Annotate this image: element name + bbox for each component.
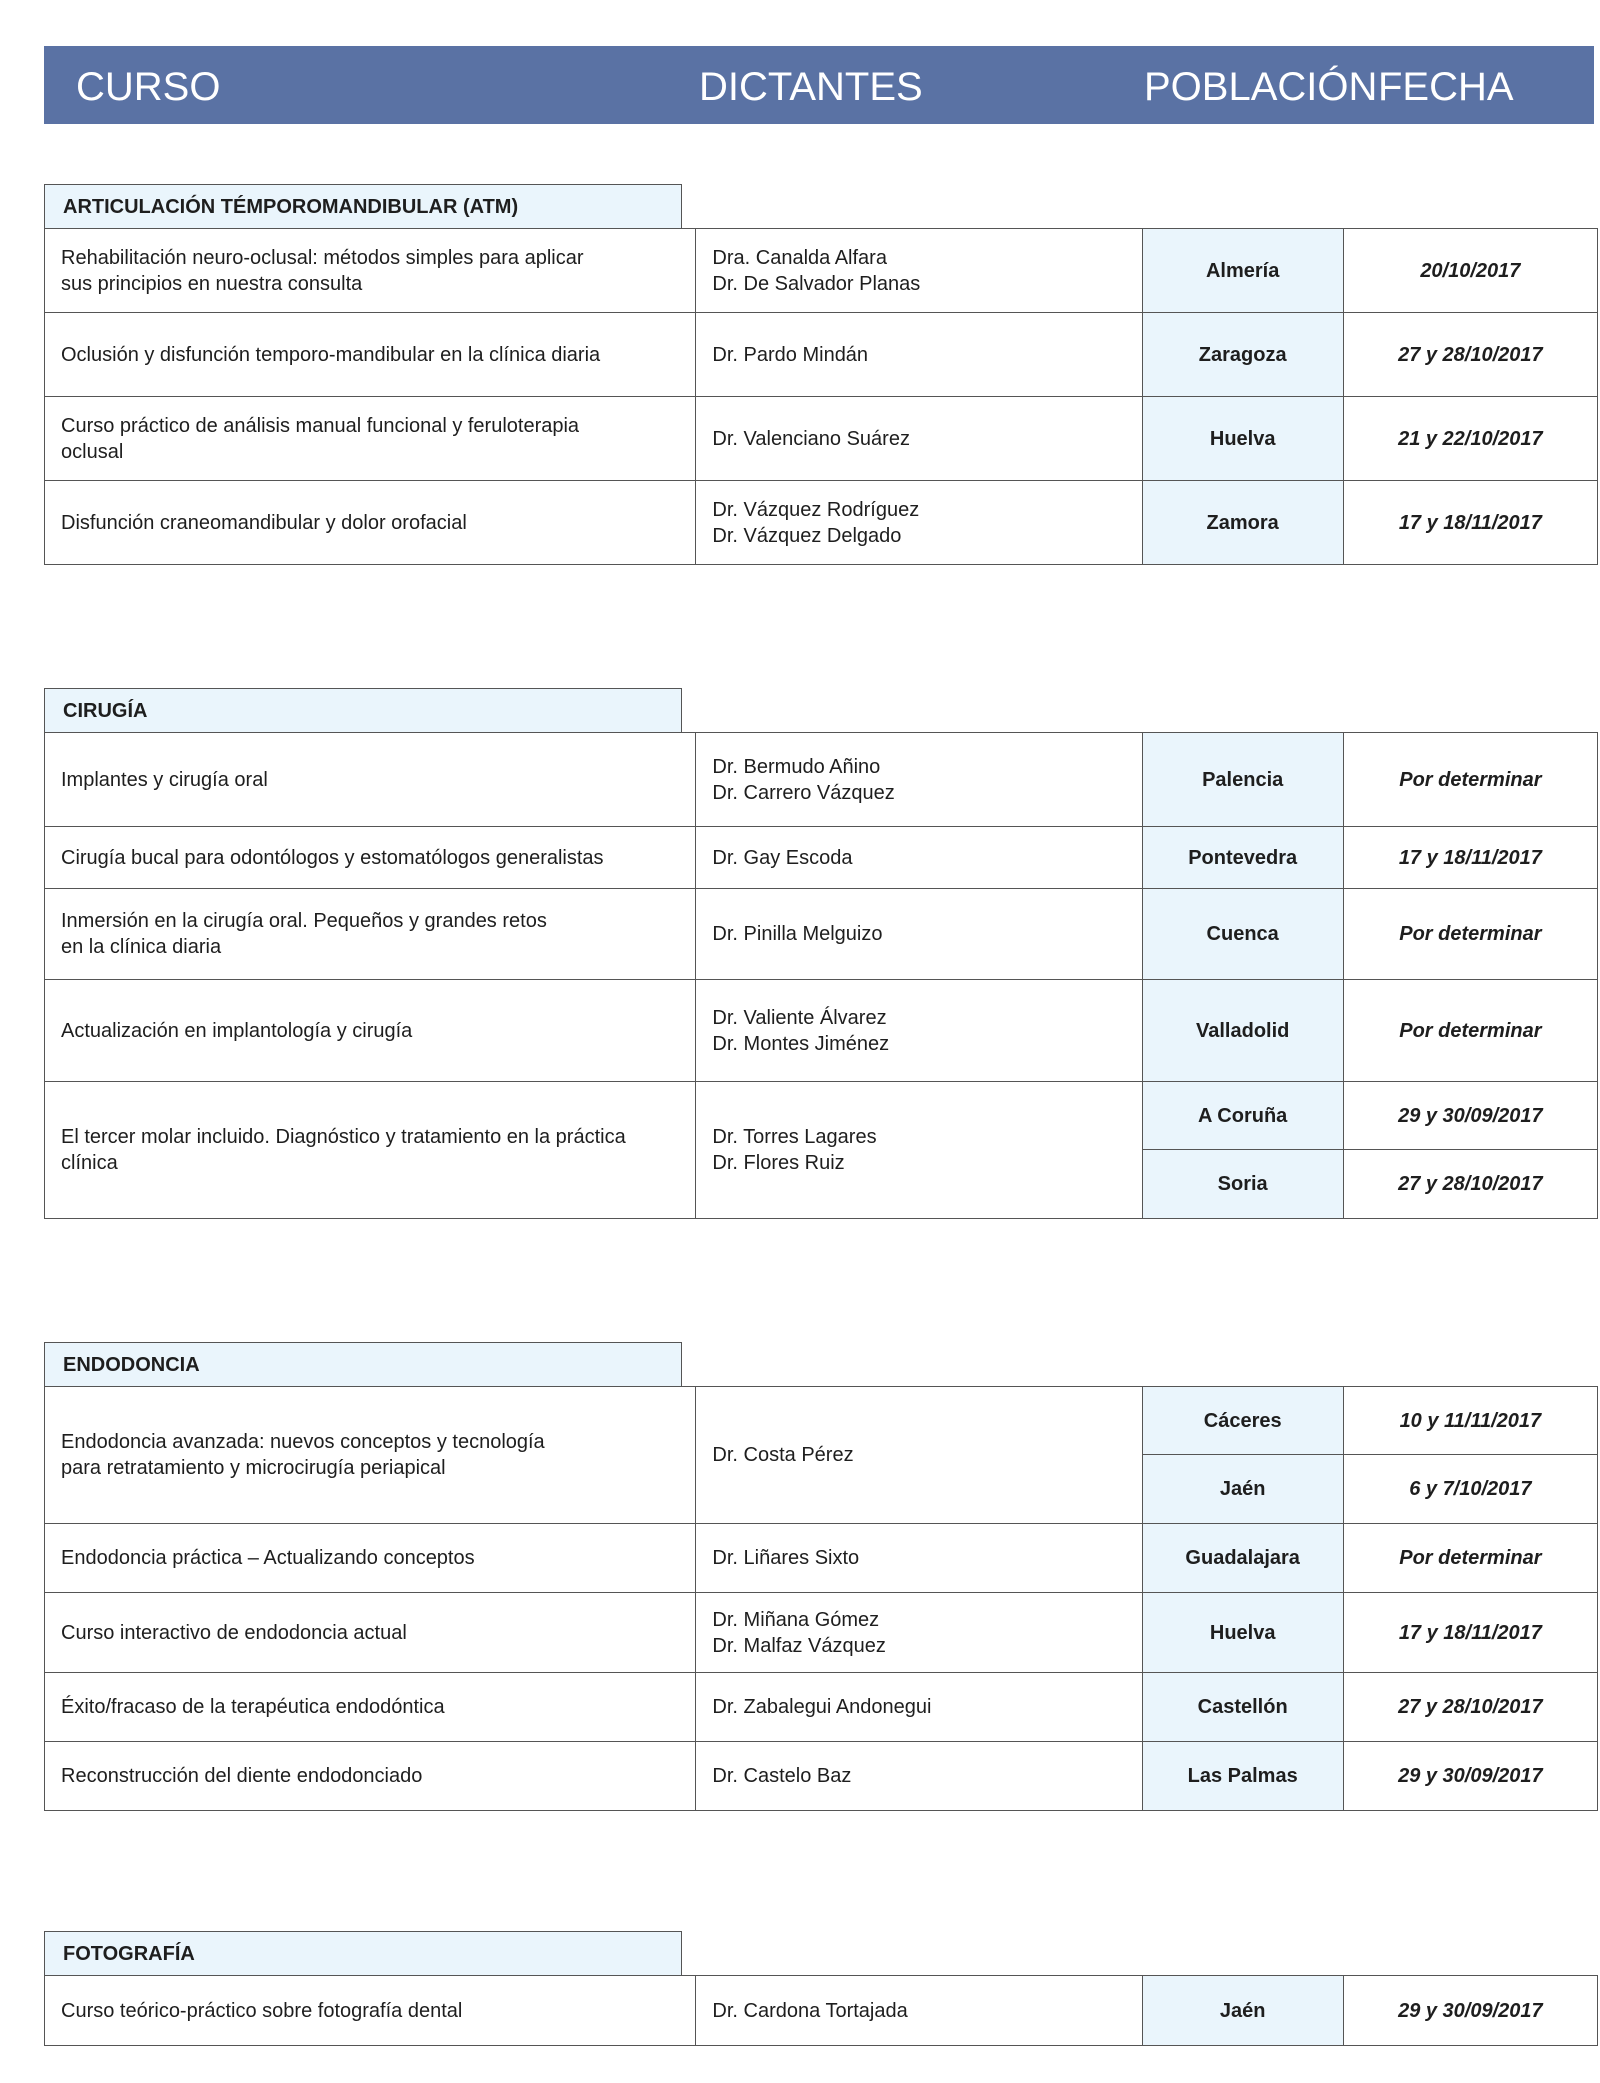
- course-section: [44, 184, 1598, 565]
- instructors-cell: [696, 1593, 1142, 1673]
- date-cell: 29 y 30/09/2017: [1343, 1082, 1597, 1150]
- text-line: Curso práctico de análisis manual funcional y feruloterapia: [61, 414, 580, 437]
- text-line: Dr. Liñares Sixto: [712, 1547, 860, 1569]
- instructors-cell: [696, 1082, 1142, 1219]
- course-name-cell: [45, 1673, 696, 1742]
- text-line: Implantes y cirugía oral: [61, 768, 268, 791]
- course-name-cell: [45, 889, 696, 980]
- text-line: Dr. Gay Escoda: [712, 846, 853, 869]
- instructors-cell: [696, 397, 1142, 481]
- text-line: Rehabilitación neuro-oclusal: métodos simples para aplicar: [61, 246, 584, 269]
- date-cell: Por determinar: [1343, 1524, 1597, 1593]
- table-row: [45, 481, 1598, 565]
- section-title: ARTICULACIÓN TÉMPOROMANDIBULAR (ATM): [44, 184, 682, 228]
- table-row: [45, 229, 1598, 313]
- instructors-cell: [696, 980, 1142, 1082]
- text-line: Dr. Valenciano Suárez: [712, 427, 910, 450]
- text-line: Dr. Miñana Gómez: [712, 1608, 880, 1631]
- course-name-cell: [45, 827, 696, 889]
- date-cell: 27 y 28/10/2017: [1343, 1673, 1597, 1742]
- header-poblacion: POBLACIÓN: [1144, 65, 1378, 109]
- text-line: Dr. Cardona Tortajada: [712, 1999, 908, 2022]
- text-line: Dr. Valiente Álvarez: [712, 1006, 887, 1029]
- location-cell: Guadalajara: [1142, 1524, 1343, 1593]
- course-name-cell: [45, 733, 696, 827]
- location-cell: Zamora: [1142, 481, 1343, 565]
- table-row: [45, 827, 1598, 889]
- location-cell: Huelva: [1142, 397, 1343, 481]
- header-dictantes: DICTANTES: [699, 65, 923, 109]
- location-cell: Valladolid: [1142, 980, 1343, 1082]
- location-cell: Castellón: [1142, 1673, 1343, 1742]
- section-title: FOTOGRAFÍA: [44, 1931, 682, 1975]
- table-row: [45, 1976, 1598, 2046]
- text-line: Dr. Costa Pérez: [712, 1444, 854, 1466]
- date-cell: Por determinar: [1343, 980, 1597, 1082]
- table-row: [45, 1524, 1598, 1593]
- date-cell: Por determinar: [1343, 733, 1597, 827]
- location-cell: Las Palmas: [1142, 1742, 1343, 1811]
- course-name-cell: [45, 397, 696, 481]
- date-cell: 17 y 18/11/2017: [1343, 827, 1597, 889]
- table-row: [45, 397, 1598, 481]
- instructors-cell: [696, 1387, 1142, 1524]
- text-line: Endodoncia avanzada: nuevos conceptos y tecnología: [61, 1431, 545, 1453]
- course-name-cell: [45, 1742, 696, 1811]
- course-name-cell: [45, 229, 696, 313]
- course-section: [44, 688, 1598, 1219]
- course-name-cell: [45, 1524, 696, 1593]
- text-line: en la clínica diaria: [61, 936, 222, 958]
- table-row: [45, 980, 1598, 1082]
- text-line: Dr. Bermudo Añino: [712, 755, 881, 778]
- text-line: Dr. Castelo Baz: [712, 1765, 852, 1787]
- location-cell: Cuenca: [1142, 889, 1343, 980]
- location-cell: Almería: [1142, 229, 1343, 313]
- course-section: [44, 1931, 1598, 2046]
- text-line: clínica: [61, 1152, 118, 1174]
- text-line: oclusal: [61, 440, 124, 463]
- course-name-cell: [45, 481, 696, 565]
- course-table: [44, 1386, 1598, 1811]
- section-title: CIRUGÍA: [44, 688, 682, 732]
- instructors-cell: [696, 1976, 1142, 2046]
- date-cell: 17 y 18/11/2017: [1343, 481, 1597, 565]
- date-cell: 6 y 7/10/2017: [1343, 1455, 1597, 1524]
- text-line: sus principios en nuestra consulta: [61, 272, 363, 295]
- instructors-cell: [696, 481, 1142, 565]
- location-cell: Huelva: [1142, 1593, 1343, 1673]
- table-row: [45, 1082, 1598, 1150]
- table-row: [45, 1742, 1598, 1811]
- text-line: Dr. Zabalegui Andonegui: [712, 1696, 932, 1718]
- table-row: [45, 889, 1598, 980]
- text-line: Dr. Montes Jiménez: [712, 1032, 890, 1055]
- text-line: Dr. Vázquez Delgado: [712, 524, 902, 547]
- location-cell: Pontevedra: [1142, 827, 1343, 889]
- text-line: Cirugía bucal para odontólogos y estomatólogos generalistas: [61, 846, 604, 869]
- header-fecha: FECHA: [1378, 65, 1514, 109]
- text-line: Endodoncia práctica – Actualizando conceptos: [61, 1547, 475, 1569]
- date-cell: 17 y 18/11/2017: [1343, 1593, 1597, 1673]
- text-line: Dra. Canalda Alfara: [712, 246, 887, 269]
- table-row: [45, 1593, 1598, 1673]
- text-line: Éxito/fracaso de la terapéutica endodóntica: [61, 1696, 445, 1718]
- text-line: Dr. Pinilla Melguizo: [712, 923, 883, 945]
- course-name-cell: [45, 1387, 696, 1524]
- date-cell: 29 y 30/09/2017: [1343, 1976, 1597, 2046]
- instructors-cell: [696, 733, 1142, 827]
- date-cell: 27 y 28/10/2017: [1343, 1150, 1597, 1219]
- course-table: [44, 1975, 1598, 2046]
- course-name-cell: [45, 1082, 696, 1219]
- text-line: Actualización en implantología y cirugía: [61, 1019, 413, 1042]
- instructors-cell: [696, 229, 1142, 313]
- course-section: [44, 1342, 1598, 1811]
- text-line: Inmersión en la cirugía oral. Pequeños y grandes retos: [61, 910, 547, 932]
- location-cell: Palencia: [1142, 733, 1343, 827]
- course-name-cell: [45, 980, 696, 1082]
- date-cell: 21 y 22/10/2017: [1343, 397, 1597, 481]
- text-line: Dr. De Salvador Planas: [712, 272, 921, 295]
- text-line: Oclusión y disfunción temporo-mandibular en la clínica diaria: [61, 343, 601, 366]
- date-cell: 20/10/2017: [1343, 229, 1597, 313]
- location-cell: A Coruña: [1142, 1082, 1343, 1150]
- instructors-cell: [696, 1742, 1142, 1811]
- text-line: El tercer molar incluido. Diagnóstico y tratamiento en la práctica: [61, 1126, 626, 1148]
- location-cell: Jaén: [1142, 1455, 1343, 1524]
- table-row: [45, 313, 1598, 397]
- course-name-cell: [45, 1593, 696, 1673]
- date-cell: 29 y 30/09/2017: [1343, 1742, 1597, 1811]
- instructors-cell: [696, 827, 1142, 889]
- table-row: [45, 1387, 1598, 1455]
- text-line: Dr. Flores Ruiz: [712, 1152, 845, 1174]
- header-curso: CURSO: [76, 65, 221, 109]
- text-line: Curso interactivo de endodoncia actual: [61, 1621, 407, 1644]
- text-line: Dr. Torres Lagares: [712, 1126, 877, 1148]
- course-table: [44, 732, 1598, 1219]
- instructors-cell: [696, 313, 1142, 397]
- table-header-banner: [44, 46, 1594, 124]
- section-title: ENDODONCIA: [44, 1342, 682, 1386]
- date-cell: 27 y 28/10/2017: [1343, 313, 1597, 397]
- text-line: Reconstrucción del diente endodonciado: [61, 1765, 423, 1787]
- text-line: Dr. Carrero Vázquez: [712, 781, 895, 804]
- course-name-cell: [45, 313, 696, 397]
- location-cell: Zaragoza: [1142, 313, 1343, 397]
- date-cell: 10 y 11/11/2017: [1343, 1387, 1597, 1455]
- text-line: Disfunción craneomandibular y dolor orofacial: [61, 511, 467, 534]
- location-cell: Soria: [1142, 1150, 1343, 1219]
- location-cell: Cáceres: [1142, 1387, 1343, 1455]
- text-line: Dr. Malfaz Vázquez: [712, 1634, 886, 1657]
- instructors-cell: [696, 889, 1142, 980]
- text-line: Curso teórico-práctico sobre fotografía dental: [61, 1999, 463, 2022]
- text-line: Dr. Pardo Mindán: [712, 343, 869, 366]
- location-cell: Jaén: [1142, 1976, 1343, 2046]
- table-row: [45, 733, 1598, 827]
- instructors-cell: [696, 1673, 1142, 1742]
- instructors-cell: [696, 1524, 1142, 1593]
- text-line: para retratamiento y microcirugía periapical: [61, 1457, 446, 1479]
- date-cell: Por determinar: [1343, 889, 1597, 980]
- course-name-cell: [45, 1976, 696, 2046]
- course-table: [44, 228, 1598, 565]
- table-row: [45, 1673, 1598, 1742]
- text-line: Dr. Vázquez Rodríguez: [712, 498, 920, 521]
